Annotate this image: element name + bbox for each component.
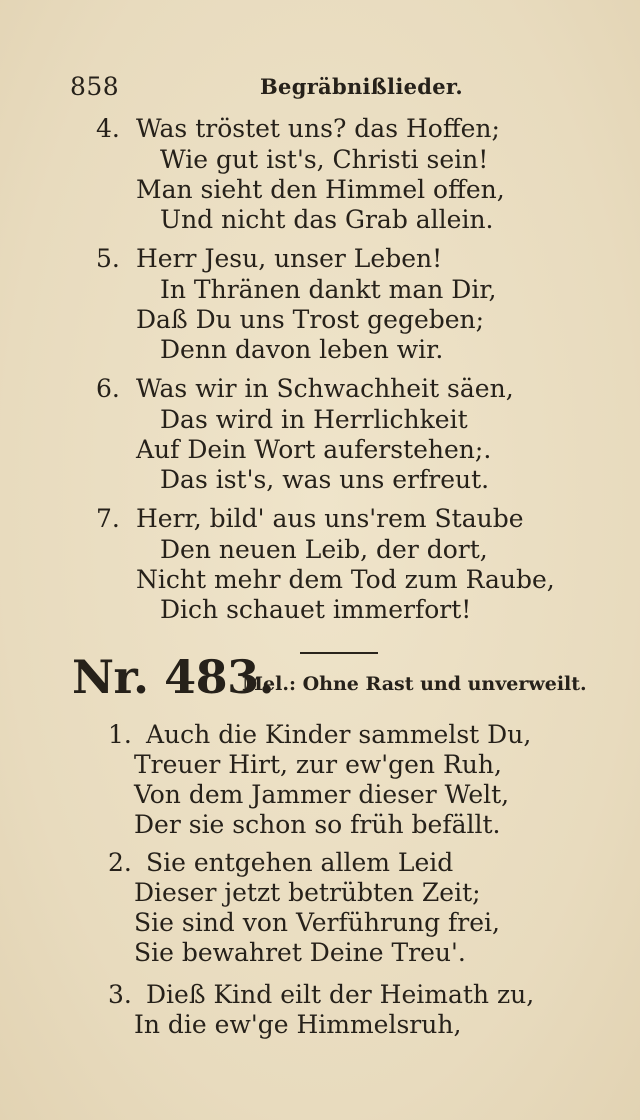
melody-note: Mel.: Ohne Rast und unverweilt. [242,673,587,695]
verse-line: Was tröstet uns? das Hoffen; [136,114,500,143]
verse-line: Der sie schon so früh befällt. [134,810,501,839]
verse-line: Sie bewahret Deine Treu'. [134,938,466,967]
verse-line: Man sieht den Himmel offen, [136,175,505,204]
page-header [70,72,570,108]
verse-line: Auch die Kinder sammelst Du, [146,720,532,749]
verse-line: Herr, bild' aus uns'rem Staube [136,504,524,533]
verse-line: Nicht mehr dem Tod zum Raube, [136,565,555,594]
verse-line: Auf Dein Wort auferstehen;. [136,435,492,464]
verse-line: In die ew'ge Himmelsruh, [134,1010,462,1039]
verse-line: Denn davon leben wir. [160,335,444,364]
verse-number: 4. [96,114,120,143]
verse-line: Wie gut ist's, Christi sein! [160,145,489,174]
page-number: 858 [70,72,120,101]
verse-line: Herr Jesu, unser Leben! [136,244,443,273]
verse-line: Das ist's, was uns erfreut. [160,465,490,494]
verse-number: 2. [108,848,132,877]
running-head: Begräbnißlieder. [260,74,463,99]
verse-number: 5. [96,244,120,273]
hymn-number: Nr. 483. [72,650,275,704]
hymn-heading [72,650,592,710]
verse-line: Dieß Kind eilt der Heimath zu, [146,980,535,1009]
verse-line: Von dem Jammer dieser Welt, [134,780,510,809]
verse-line: Was wir in Schwachheit säen, [136,374,514,403]
verse-line: Das wird in Herrlichkeit [160,405,468,434]
verse-line: Den neuen Leib, der dort, [160,535,488,564]
verse-line: Dieser jetzt betrübten Zeit; [134,878,481,907]
verse-line: Und nicht das Grab allein. [160,205,494,234]
verse-line: Dich schauet immerfort! [160,595,472,624]
verse-line: Daß Du uns Trost gegeben; [136,305,485,334]
verse-line: In Thränen dankt man Dir, [160,275,497,304]
verse-number: 3. [108,980,132,1009]
verse-number: 6. [96,374,120,403]
verse-line: Sie sind von Verführung frei, [134,908,500,937]
verse-line: Sie entgehen allem Leid [146,848,454,877]
verse-number: 7. [96,504,120,533]
verse-line: Treuer Hirt, zur ew'gen Ruh, [134,750,502,779]
verse-number: 1. [108,720,132,749]
